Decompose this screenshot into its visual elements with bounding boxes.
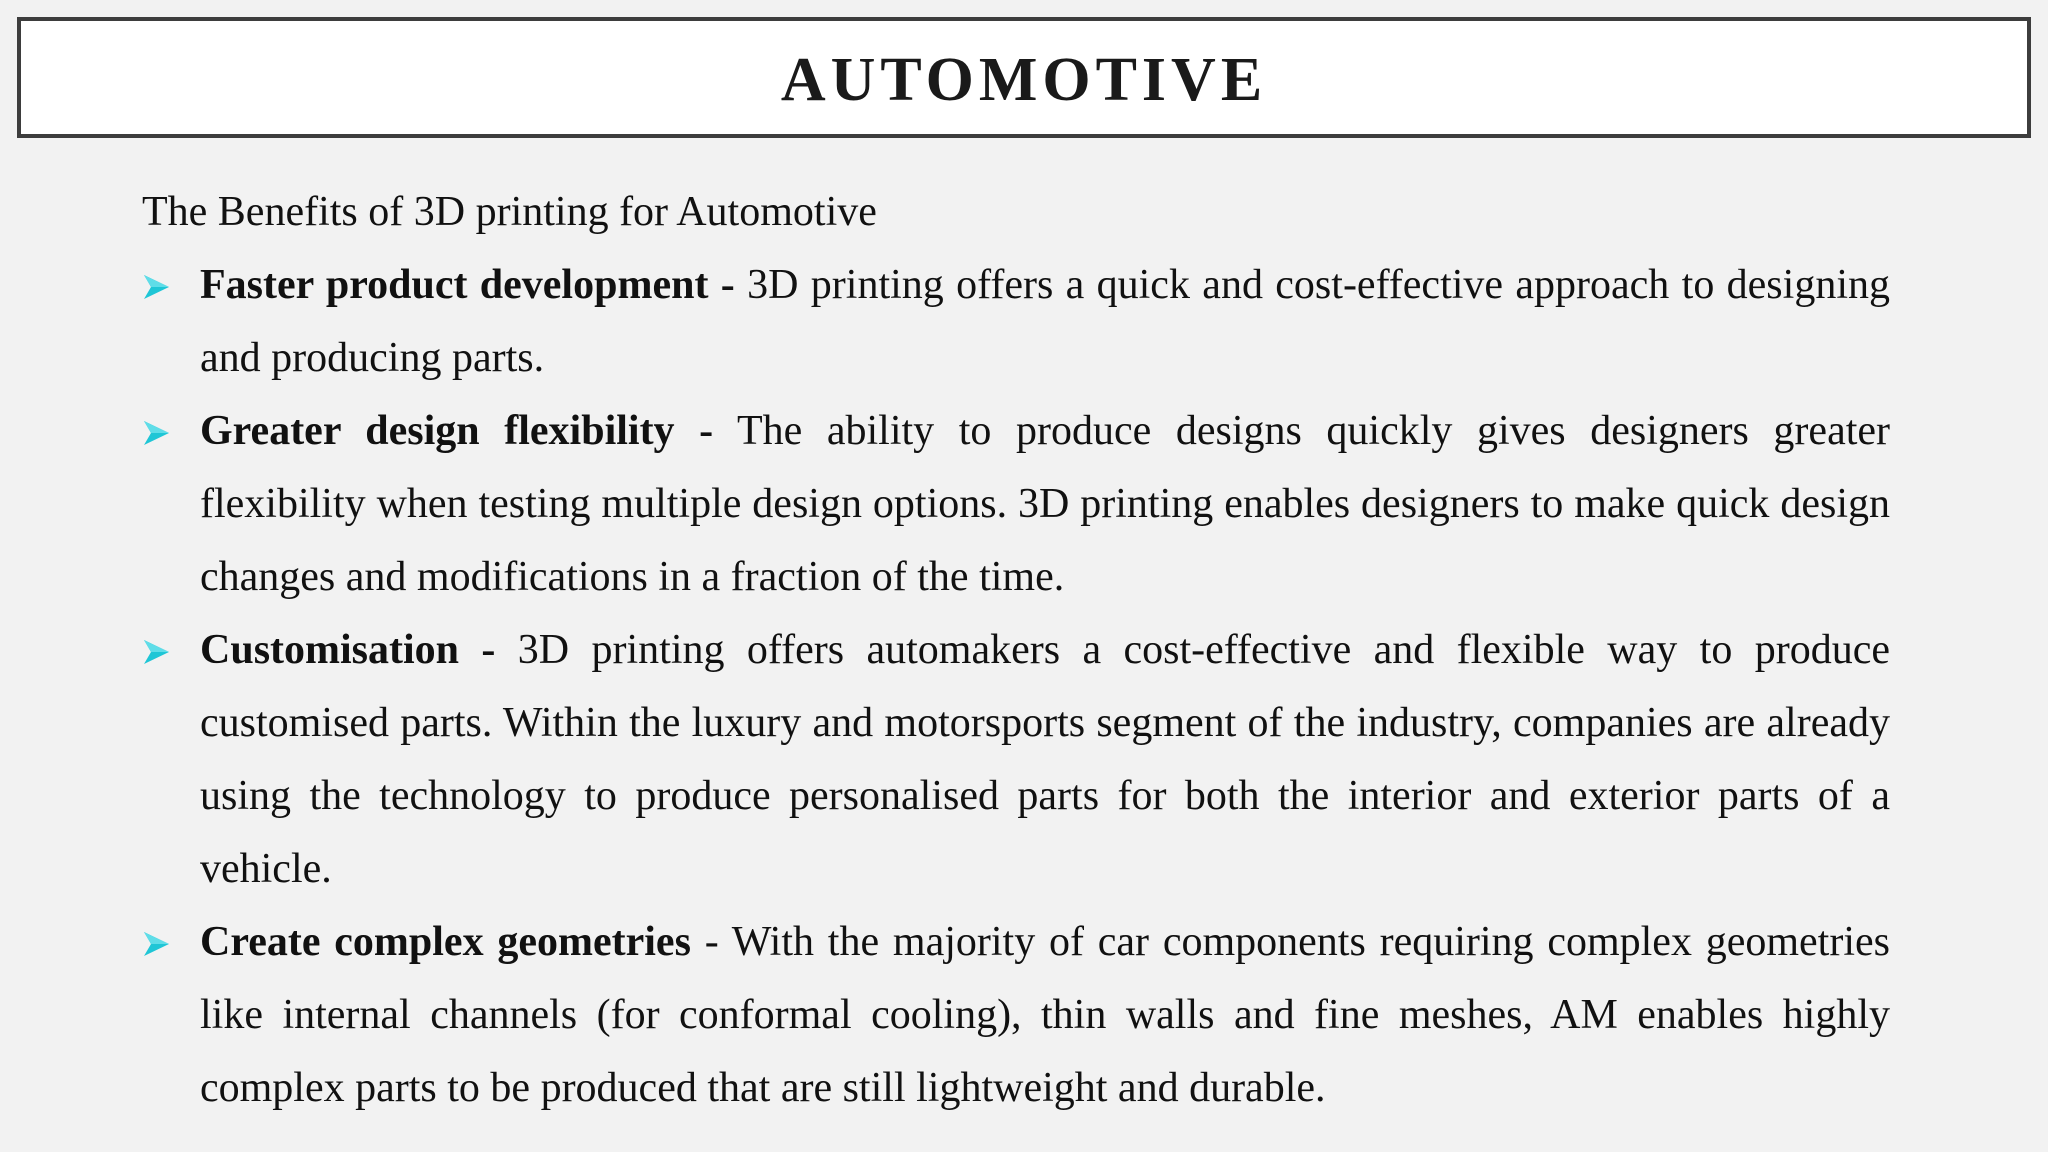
intro-heading: The Benefits of 3D printing for Automotive bbox=[142, 189, 877, 235]
bullet-text: 3D printing offers a quick and cost-effective approach to designing and producing parts. bbox=[200, 262, 1890, 381]
bullet-term: Create complex geometries bbox=[200, 919, 691, 965]
list-item bbox=[142, 614, 1890, 906]
title-box bbox=[17, 17, 2031, 138]
bullet-text: 3D printing offers automakers a cost-effective and flexible way to produce customised parts. Within the luxury and motorsports segment of the industry, companies are already using the technology to produce personalised parts for both the interior and exterior parts of a vehicle. bbox=[200, 627, 1890, 892]
slide-content bbox=[142, 176, 1890, 1125]
arrowhead-bullet-icon bbox=[142, 419, 170, 447]
bullet-term: Customisation - bbox=[200, 627, 496, 673]
bullet-text: - With the majority of car components requiring complex geometries like internal channels (for conformal cooling), thin walls and fine meshes, AM enables highly complex parts to be produced that are still lightweight and durable. bbox=[200, 919, 1890, 1111]
arrowhead-bullet-icon bbox=[142, 273, 170, 301]
bullet-term: Greater design flexibility - bbox=[200, 408, 714, 454]
list-item bbox=[142, 906, 1890, 1125]
arrowhead-bullet-icon bbox=[142, 638, 170, 666]
list-item bbox=[142, 249, 1890, 395]
bullet-term: Faster product development - bbox=[200, 262, 735, 308]
arrowhead-bullet-icon bbox=[142, 930, 170, 958]
list-item bbox=[142, 395, 1890, 614]
benefits-list bbox=[142, 249, 1890, 1125]
page-title: AUTOMOTIVE bbox=[780, 45, 1268, 114]
bullet-text: The ability to produce designs quickly gives designers greater flexibility when testing multiple design options. 3D printing enables designers to make quick design changes and modifications in a fraction of the time. bbox=[200, 408, 1891, 600]
